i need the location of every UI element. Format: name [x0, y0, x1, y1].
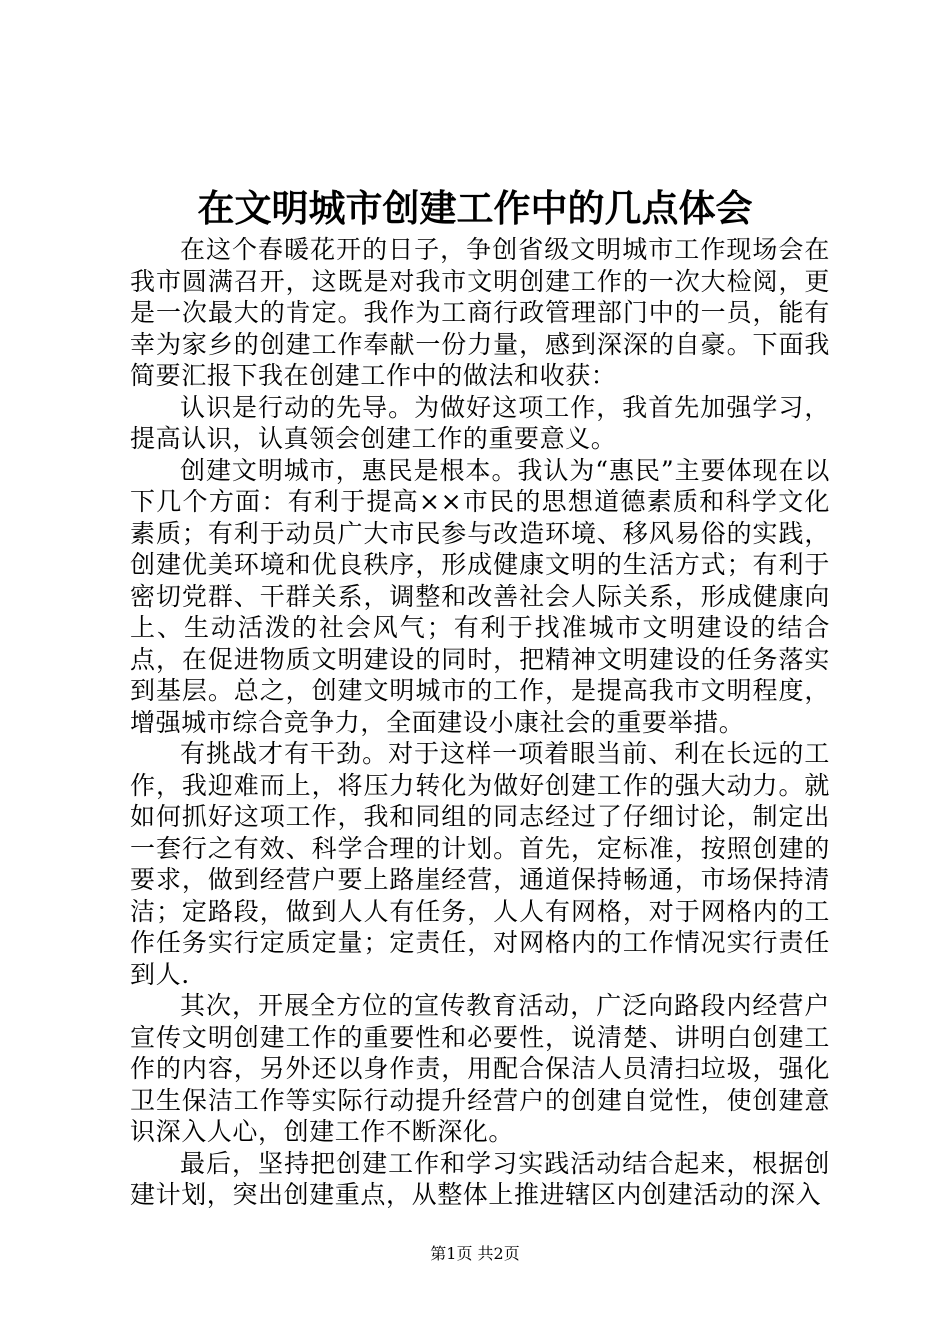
page-number-footer: 第1页 共2页 — [430, 1244, 520, 1263]
paragraph-4: 有挑战才有干劲。对于这样一项着眼当前、利在长远的工作，我迎难而上，将压力转化为做好创建工作的强大动力。就如何抓好这项工作，我和同组的同志经过了仔细讨论，制定出一套行之有效、科学合理的计划。首先，定标准，按照创建的要求，做到经营户要上路崖经营，通道保持畅通，市场保持清洁；定路段，做到人人有任务，人人有网格，对于网格内的工作任务实行定质定量；定责任，对网格内的工作情况实行责任到人. — [130, 739, 830, 989]
paragraph-5: 其次，开展全方位的宣传教育活动，广泛向路段内经营户宣传文明创建工作的重要性和必要性，说清楚、讲明白创建工作的内容，另外还以身作责，用配合保洁人员清扫垃圾，强化卫生保洁工作等实际行动提升经营户的创建自觉性，使创建意识深入人心，创建工作不断深化。 — [130, 991, 830, 1146]
paragraph-6: 最后，坚持把创建工作和学习实践活动结合起来，根据创建计划，突出创建重点，从整体上推进辖区内创建活动的深入 — [130, 1148, 830, 1209]
paragraph-1: 在这个春暖花开的日子，争创省级文明城市工作现场会在我市圆满召开，这既是对我市文明创建工作的一次大检阅，更是一次最大的肯定。我作为工商行政管理部门中的一员，能有幸为家乡的创建工作奉献一份力量，感到深深的自豪。下面我简要汇报下我在创建工作中的做法和收获： — [130, 235, 830, 390]
paragraph-2: 认识是行动的先导。为做好这项工作，我首先加强学习，提高认识，认真领会创建工作的重要意义。 — [130, 392, 830, 453]
document-title: 在文明城市创建工作中的几点体会 — [197, 186, 753, 230]
paragraph-3: 创建文明城市，惠民是根本。我认为“惠民”主要体现在以下几个方面：有利于提高××市民的思想道德素质和科学文化素质；有利于动员广大市民参与改造环境、移风易俗的实践，创建优美环境和优良秩序，形成健康文明的生活方式；有利于密切党群、干群关系，调整和改善社会人际关系，形成健康向上、生动活泼的社会风气；有利于找准城市文明建设的结合点，在促进物质文明建设的同时，把精神文明建设的任务落实到基层。总之，创建文明城市的工作，是提高我市文明程度，增强城市综合竞争力，全面建设小康社会的重要举措。 — [130, 455, 830, 737]
document-body — [130, 234, 830, 1211]
